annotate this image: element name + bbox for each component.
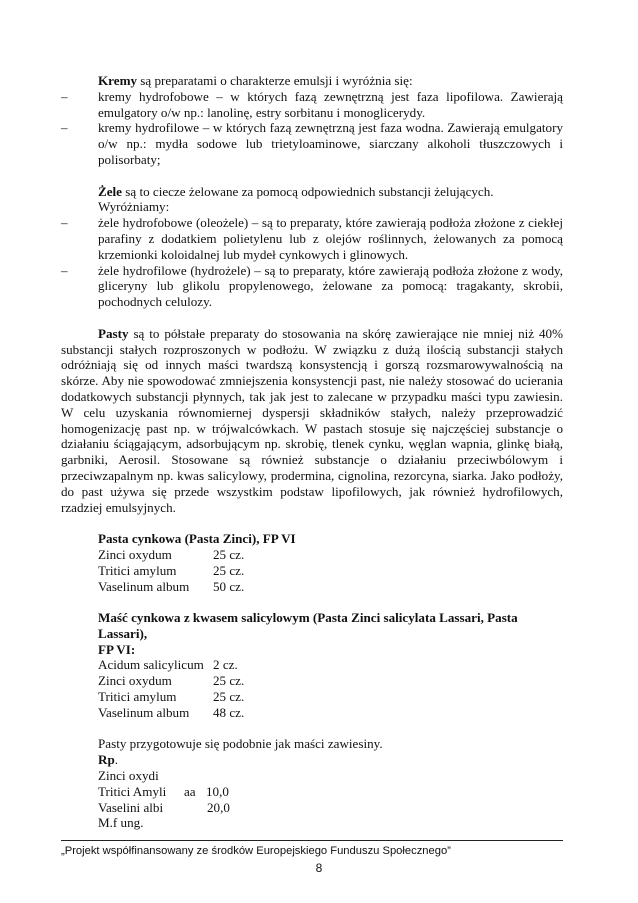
- zele-subheading: Wyróżniamy:: [98, 199, 170, 215]
- list-item-text: kremy hydrofobowe – w których fazą zewnętrzną jest faza lipofilowa. Zawierają emulgatory o/w np.: lanolinę, estry sorbitanu i monoglicerydy.: [98, 88, 563, 120]
- list-item-text: kremy hydrofilowe – w których fazą zewnętrzną jest faza wodna. Zawierają emulgatory o/w np.: mydła sodowe lub trietyloaminowe, siarczany alkoholi tłuszczowych i polisorbaty;: [98, 120, 563, 167]
- dash-bullet: –: [61, 215, 68, 231]
- ingredient-amount: 48 cz.: [213, 704, 245, 720]
- rp-label: Rp: [98, 752, 115, 768]
- ingredient-name: Vaselinum album: [98, 704, 190, 720]
- zele-term: Żele: [98, 183, 122, 199]
- page-content: [61, 73, 563, 831]
- list-item: [61, 215, 563, 262]
- recipe-pasta-cynkowa: [61, 531, 563, 594]
- pasty-text: są to półstałe preparaty do stosowania na skórę zawierające nie mniej niż 40% substancji stałych rozproszonych w podłożu. W związku z dużą ilością substancji stałych odróżniają się od innych maści twardszą konsystencją i gorszą rozsmarowywalnością na skórze. Aby nie spowodować zmniejszenia konsystencji past, nie należy stosować do ucierania dodatkowych substancji płynnych, tak jak jest to zalecane w przypadku maści typu zawiesin. W celu uzyskania równomiernej dyspersji składników stałych, należy przeprowadzić homogenizację past np. w trójwalcówkach. W pastach stosuje się najczęściej substancje o działaniu ściągającym, adsorbującym np. skrobię, tlenek cynku, węglan wapnia, glinkę białą, garbniki, Aerosil. Stosowane są również substancje o działaniu przeciwbólowym i przeciwzapalnym np. kwas salicylowy, prodermina, cignolina, rezorcyna, siarka. Jako podłoży, do past używa się przede wszystkim podstaw lipofilowych, jak również hydrofilowych, rzadziej emulsyjnych.: [61, 325, 563, 515]
- recipe-title: [98, 610, 563, 642]
- list-item: [61, 89, 563, 121]
- dash-bullet: –: [61, 262, 68, 278]
- ingredient-name: Zinci oxydum: [98, 546, 172, 562]
- dash-bullet: –: [61, 120, 68, 136]
- pasty-paragraph: [61, 326, 563, 516]
- recipe-row: [98, 673, 563, 689]
- ingredient-amount: 50 cz.: [213, 578, 245, 594]
- recipe-title-line2: [98, 642, 563, 658]
- aa-marker: aa: [184, 783, 196, 799]
- prescription-line: Zinci oxydi: [98, 768, 159, 784]
- ingredient-amount: 25 cz.: [213, 689, 245, 705]
- prescription-line: M.f ung.: [98, 815, 144, 831]
- zele-intro: [61, 184, 563, 200]
- recipe-title-text: Maść cynkowa z kwasem salicylowym (Pasta Zinci salicylata Lassari, Pasta Lassari),: [98, 610, 518, 641]
- footer-divider: [61, 840, 563, 841]
- ingredient-amount: 2 cz.: [213, 657, 238, 673]
- ingredient-name: Tritici amylum: [98, 689, 177, 705]
- ingredient-name: Tritici Amyli: [98, 783, 167, 799]
- ingredient-name: Vaselini albi: [98, 799, 164, 815]
- dash-bullet: –: [61, 88, 68, 104]
- ingredient-amount: 20,0: [207, 799, 230, 815]
- kremy-term: Kremy: [98, 73, 138, 88]
- recipe-pasta-prescription: [61, 736, 563, 831]
- ingredient-name: Zinci oxydum: [98, 673, 172, 689]
- recipe-title-text: FP VI:: [98, 641, 136, 657]
- list-item-text: żele hydrofilowe (hydrożele) – są to preparaty, które zawierają podłoża złożone z wody, gliceryny lub glikolu propylenowego, żelowane za pomocą: tragakanty, skrobii, pochodnych celulozy.: [98, 262, 563, 310]
- prescription-line: [98, 800, 563, 816]
- ingredient-amount: 25 cz.: [213, 673, 245, 689]
- rp-heading: [98, 752, 563, 768]
- ingredient-amount: 25 cz.: [213, 562, 245, 578]
- ingredient-name: Acidum salicylicum: [98, 657, 204, 673]
- prescription-line: [98, 784, 563, 800]
- recipe-row: [98, 689, 563, 705]
- ingredient-name: Vaselinum album: [98, 578, 190, 594]
- recipe-row: [98, 563, 563, 579]
- recipe-row: [98, 705, 563, 721]
- ingredient-amount: 25 cz.: [213, 546, 245, 562]
- page-number: 8: [315, 861, 323, 875]
- recipe-row: [98, 657, 563, 673]
- recipe-row: [98, 579, 563, 595]
- recipe-row: [98, 547, 563, 563]
- list-item: [61, 263, 563, 310]
- zele-intro-text: są to ciecze żelowane za pomocą odpowiednich substancji żelujących.: [122, 183, 494, 199]
- list-item-text: żele hydrofobowe (oleożele) – są to preparaty, które zawierają podłoża złożone z ciekłej parafiny z dodatkiem polietylenu lub z olejów roślinnych, żelowanych za pomocą krzemionki koloidalnej lub mydeł cynkowych i glinowych.: [98, 215, 563, 262]
- list-item: [61, 120, 563, 167]
- footer-text: „Projekt współfinansowany ze środków Europejskiego Funduszu Społecznego”: [61, 845, 451, 857]
- kremy-intro: [61, 73, 563, 89]
- recipe-title: [98, 531, 563, 547]
- recipe-title-text: Pasta cynkowa (Pasta Zinci), FP VI: [98, 531, 296, 547]
- ingredient-amount: 10,0: [206, 783, 229, 799]
- rp-dot: .: [114, 752, 119, 768]
- recipe-masc-cynkowa: [61, 610, 563, 721]
- recipe-intro: Pasty przygotowuje się podobnie jak maści zawiesiny.: [98, 736, 383, 752]
- pasty-term: Pasty: [98, 325, 129, 341]
- ingredient-name: Tritici amylum: [98, 562, 177, 578]
- kremy-intro-text: są preparatami o charakterze emulsji i wyróżnia się:: [137, 73, 413, 88]
